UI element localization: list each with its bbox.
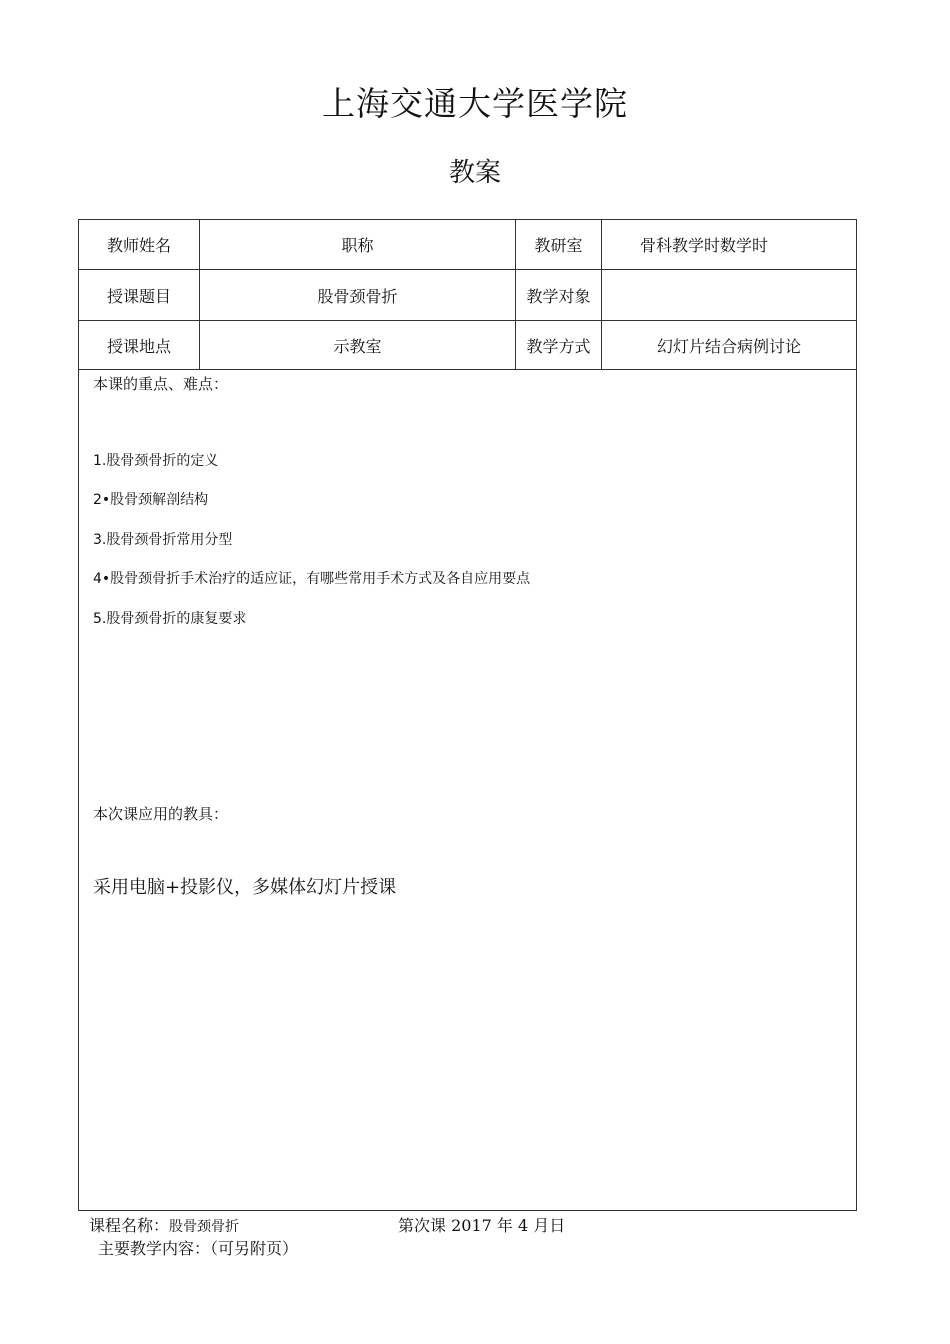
table-row-location [79, 321, 856, 370]
department-label: 教研室 [516, 220, 602, 269]
method-value: 幻灯片结合病例讨论 [656, 336, 801, 356]
method-label: 教学方式 [516, 321, 602, 369]
document-subtitle: 教案 [448, 158, 501, 188]
document-title: 上海交通大学医学院 [322, 84, 628, 123]
topic-value: 股骨颈骨折 [200, 270, 516, 320]
list-item: 5.股骨颈骨折的康复要求 [93, 611, 247, 627]
main-content-label: 主要教学内容：（可另附页） [98, 1239, 299, 1258]
tools-heading: 本次课应用的教具： [93, 805, 229, 823]
list-item: 2•股骨颈解剖结构 [93, 492, 209, 508]
key-points-heading: 本课的重点、难点： [93, 375, 229, 393]
table-row-teacher [79, 220, 856, 270]
course-name-line [89, 1213, 239, 1236]
department-value: 骨科教学时数学时 [640, 236, 769, 255]
audience-value [602, 270, 856, 320]
list-item: 1.股骨颈骨折的定义 [93, 453, 219, 469]
title-label: 职称 [200, 220, 516, 269]
course-name-value: 股骨颈骨折 [169, 1219, 240, 1235]
audience-label: 教学对象 [516, 270, 602, 320]
list-item: 3.股骨颈骨折常用分型 [93, 532, 233, 548]
topic-label: 授课题目 [79, 270, 200, 320]
list-item: 4•股骨颈骨折手术治疗的适应证，有哪些常用手术方式及各自应用要点 [93, 571, 531, 587]
table-row-topic [79, 270, 856, 321]
tools-text: 采用电脑+投影仪，多媒体幻灯片授课 [93, 877, 397, 898]
course-name-label: 课程名称： [89, 1216, 170, 1235]
lesson-info: 第次课 2017 年 4 月日 [398, 1216, 566, 1235]
location-label: 授课地点 [79, 321, 200, 369]
lesson-plan-table [78, 219, 857, 1211]
location-value: 示教室 [200, 321, 516, 369]
teacher-name-label: 教师姓名 [79, 220, 200, 269]
